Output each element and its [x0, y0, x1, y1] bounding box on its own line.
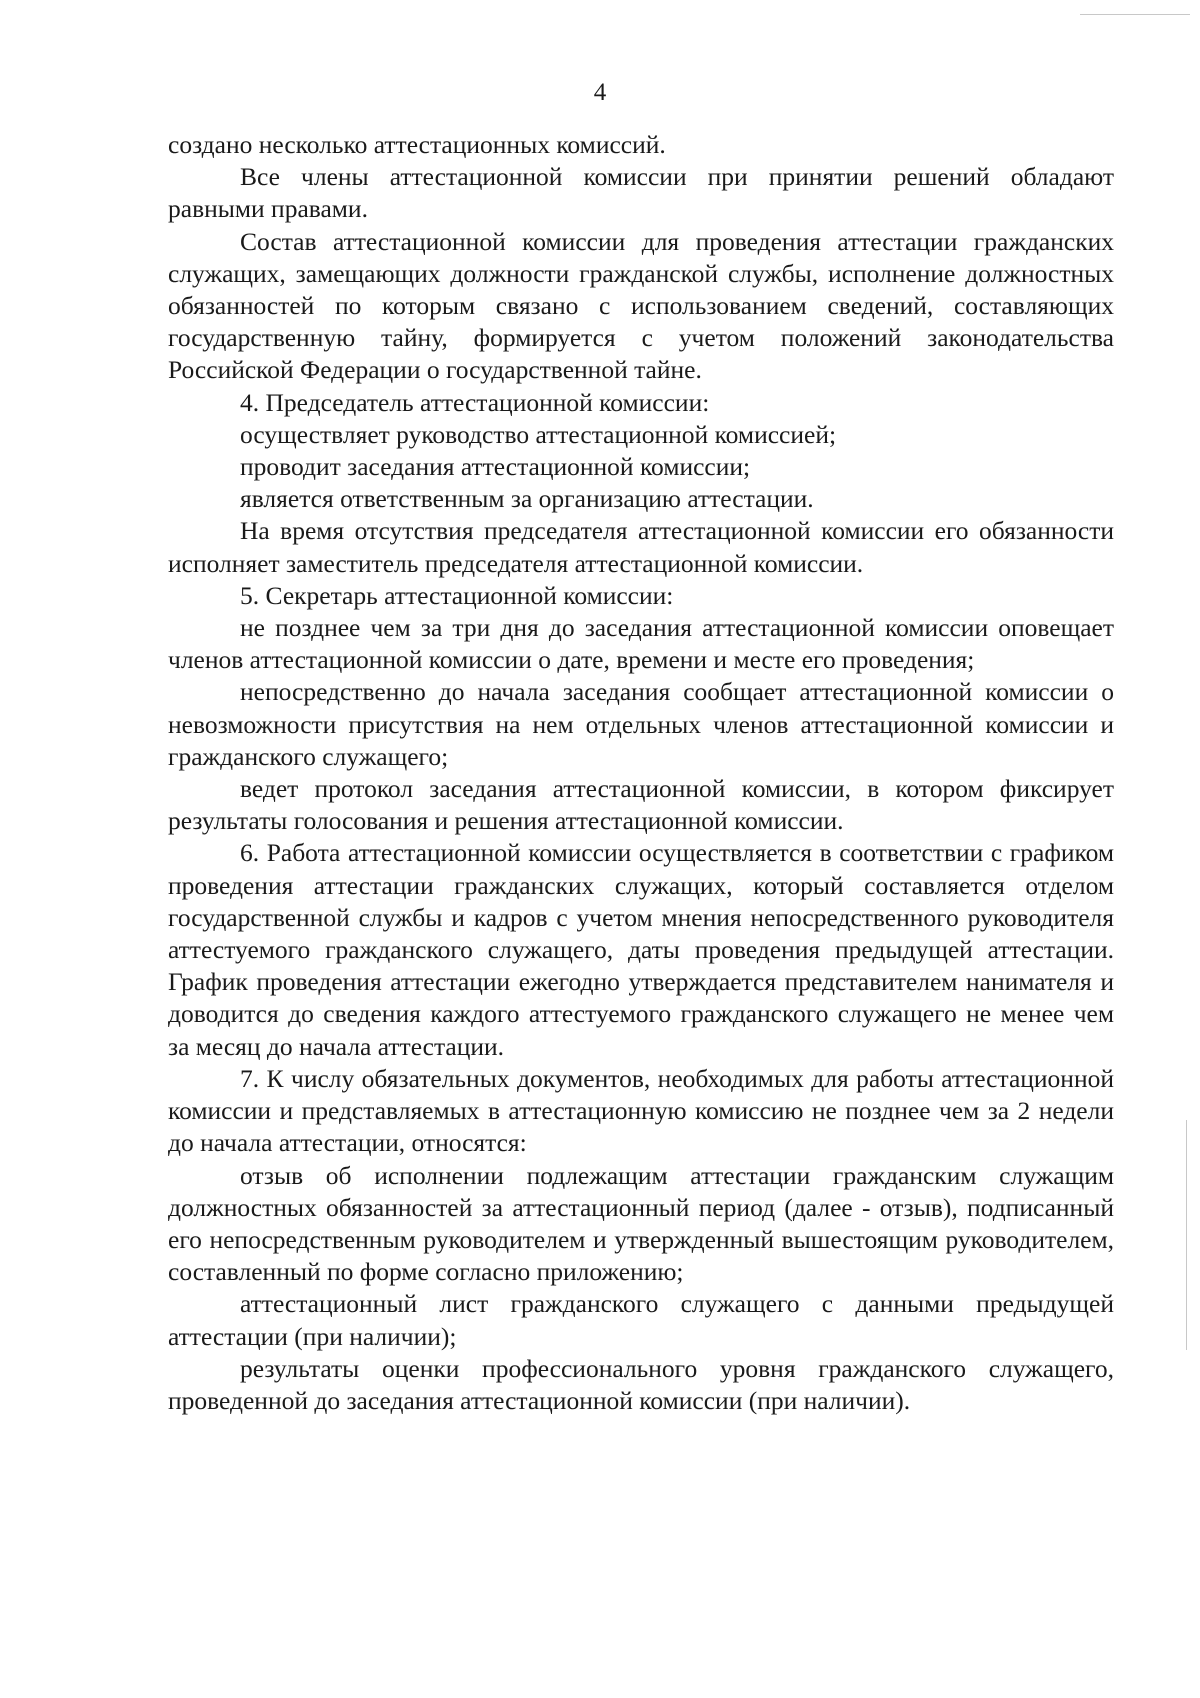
paragraph-commissions-note: создано несколько аттестационных комиссий. — [168, 130, 666, 159]
paragraph-secretary-duty-1: не позднее чем за три дня до заседания аттестационной комиссии оповещает членов аттестационной комиссии о дате, времени и месте его проведения; — [168, 613, 1114, 675]
paragraph-item-5-heading: 5. Секретарь аттестационной комиссии: — [240, 580, 674, 610]
paragraph-secretary-duty-2: непосредственно до начала заседания сообщает аттестационной комиссии о невозможности присутствия на нем отдельных членов аттестационной комиссии и гражданского служащего; — [168, 677, 1114, 771]
scan-artifact-right-edge — [1186, 1120, 1187, 1350]
paragraph-item-7-heading: 7. К числу обязательных документов, необходимых для работы аттестационной комиссии и представляемых в аттестационную комиссию не позднее чем за 2 недели до начала аттестации, относятся: — [168, 1063, 1114, 1158]
paragraph-secretary-duty-3: ведет протокол заседания аттестационной комиссии, в котором фиксирует результаты голосования и решения аттестационной комиссии. — [168, 774, 1114, 836]
scan-artifact-top-edge — [1080, 14, 1190, 15]
paragraph-equal-rights: Все члены аттестационной комиссии при принятии решений обладают равными правами. — [168, 162, 1114, 224]
paragraph-chairman-absence: На время отсутствия председателя аттестационной комиссии его обязанности исполняет заместитель председателя аттестационной комиссии. — [168, 516, 1114, 578]
paragraph-item-4-heading: 4. Председатель аттестационной комиссии: — [240, 387, 710, 417]
page-number: 4 — [593, 79, 607, 106]
paragraph-chairman-duty-3: является ответственным за организацию аттестации. — [240, 484, 814, 514]
paragraph-document-attestation-sheet: аттестационный лист гражданского служащего с данными предыдущей аттестации (при наличии); — [168, 1289, 1114, 1351]
paragraph-document-assessment-results: результаты оценки профессионального уровня гражданского служащего, проведенной до заседания аттестационной комиссии (при наличии). — [168, 1353, 1114, 1415]
paragraph-commission-composition: Состав аттестационной комиссии для проведения аттестации гражданских служащих, замещающих должности гражданской службы, исполнение должностных обязанностей по которым связано с использованием сведений, составляющих государственную тайну, формируется с учетом положений законодательства Российской Федерации о государственной тайне. — [168, 226, 1114, 385]
paragraph-item-6: 6. Работа аттестационной комиссии осуществляется в соответствии с графиком проведения аттестации гражданских служащих, который составляется отделом государственной службы и кадров с учетом мнения непосредственного руководителя аттестуемого гражданского служащего, даты проведения предыдущей аттестации. График проведения аттестации ежегодно утверждается представителем нанимателя и доводится до сведения каждого аттестуемого гражданского служащего не менее чем за месяц до начала аттестации. — [168, 838, 1114, 1061]
paragraph-chairman-duty-1: осуществляет руководство аттестационной комиссией; — [240, 419, 837, 449]
paragraph-chairman-duty-2: проводит заседания аттестационной комиссии; — [240, 452, 751, 482]
document-body — [168, 129, 1114, 1417]
paragraph-document-review: отзыв об исполнении подлежащим аттестации гражданским служащим должностных обязанностей за аттестационный период (далее - отзыв), подписанный его непосредственным руководителем и утвержденный вышестоящим руководителем, составленный по форме согласно приложению; — [168, 1160, 1114, 1287]
